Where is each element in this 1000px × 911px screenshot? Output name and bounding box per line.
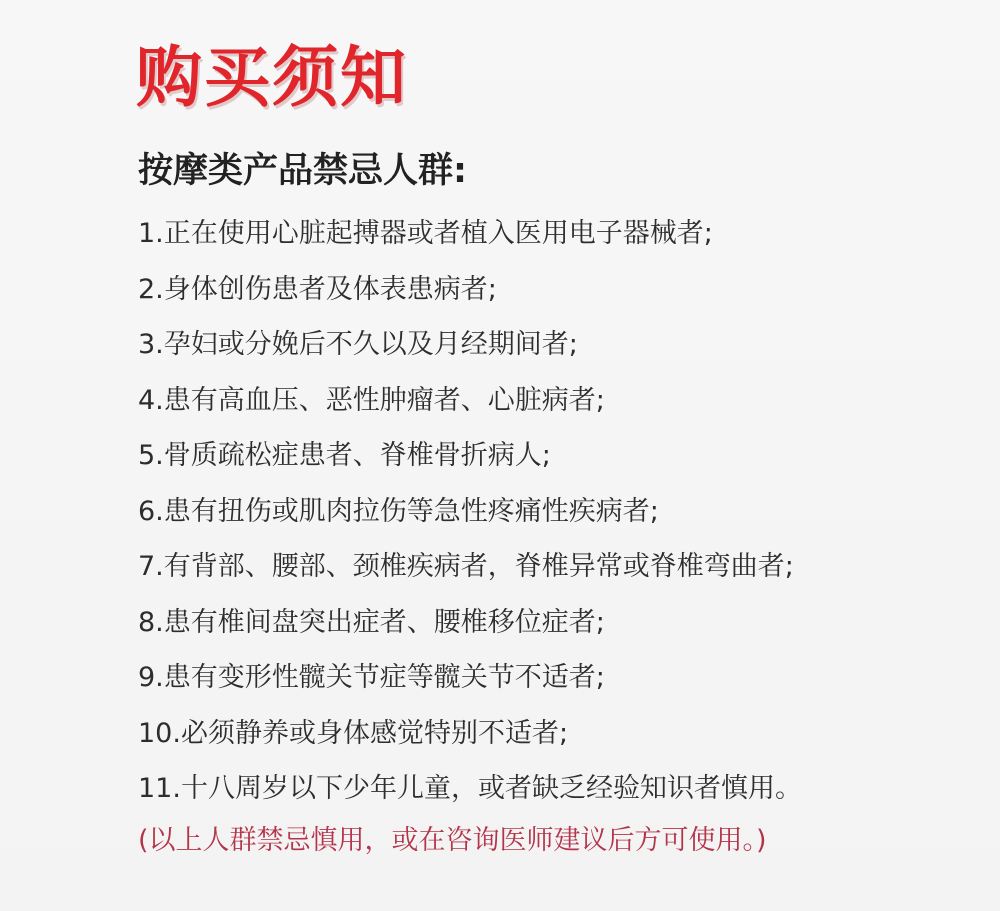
list-item: 4.患有高血压、恶性肿瘤者、心脏病者; (138, 384, 605, 416)
list-item: 6.患有扭伤或肌肉拉伤等急性疼痛性疾病者; (138, 495, 659, 527)
list-item: 9.患有变形性髋关节症等髋关节不适者; (138, 662, 605, 693)
list-item: 11.十八周岁以下少年儿童，或者缺乏经验知识者慎用。 (138, 773, 802, 804)
list-item: 1.正在使用心脏起搏器或者植入医用电子器械者; (138, 218, 713, 249)
page-title: 购买须知 (136, 39, 408, 116)
contraindication-list (138, 210, 802, 821)
list-item: 5.骨质疏松症患者、脊椎骨折病人; (138, 440, 551, 471)
section-heading: 按摩类产品禁忌人群: (138, 151, 467, 191)
list-item: 3.孕妇或分娩后不久以及月经期间者; (138, 329, 578, 360)
list-item: 10.必须静养或身体感觉特别不适者; (138, 717, 569, 749)
list-item: 2.身体创伤患者及体表患病者; (138, 273, 497, 305)
list-item: 8.患有椎间盘突出症者、腰椎移位症者; (138, 606, 605, 638)
list-item: 7.有背部、腰部、颈椎疾病者，脊椎异常或脊椎弯曲者; (138, 551, 794, 582)
usage-note: (以上人群禁忌慎用，或在咨询医师建议后方可使用。) (138, 825, 767, 856)
